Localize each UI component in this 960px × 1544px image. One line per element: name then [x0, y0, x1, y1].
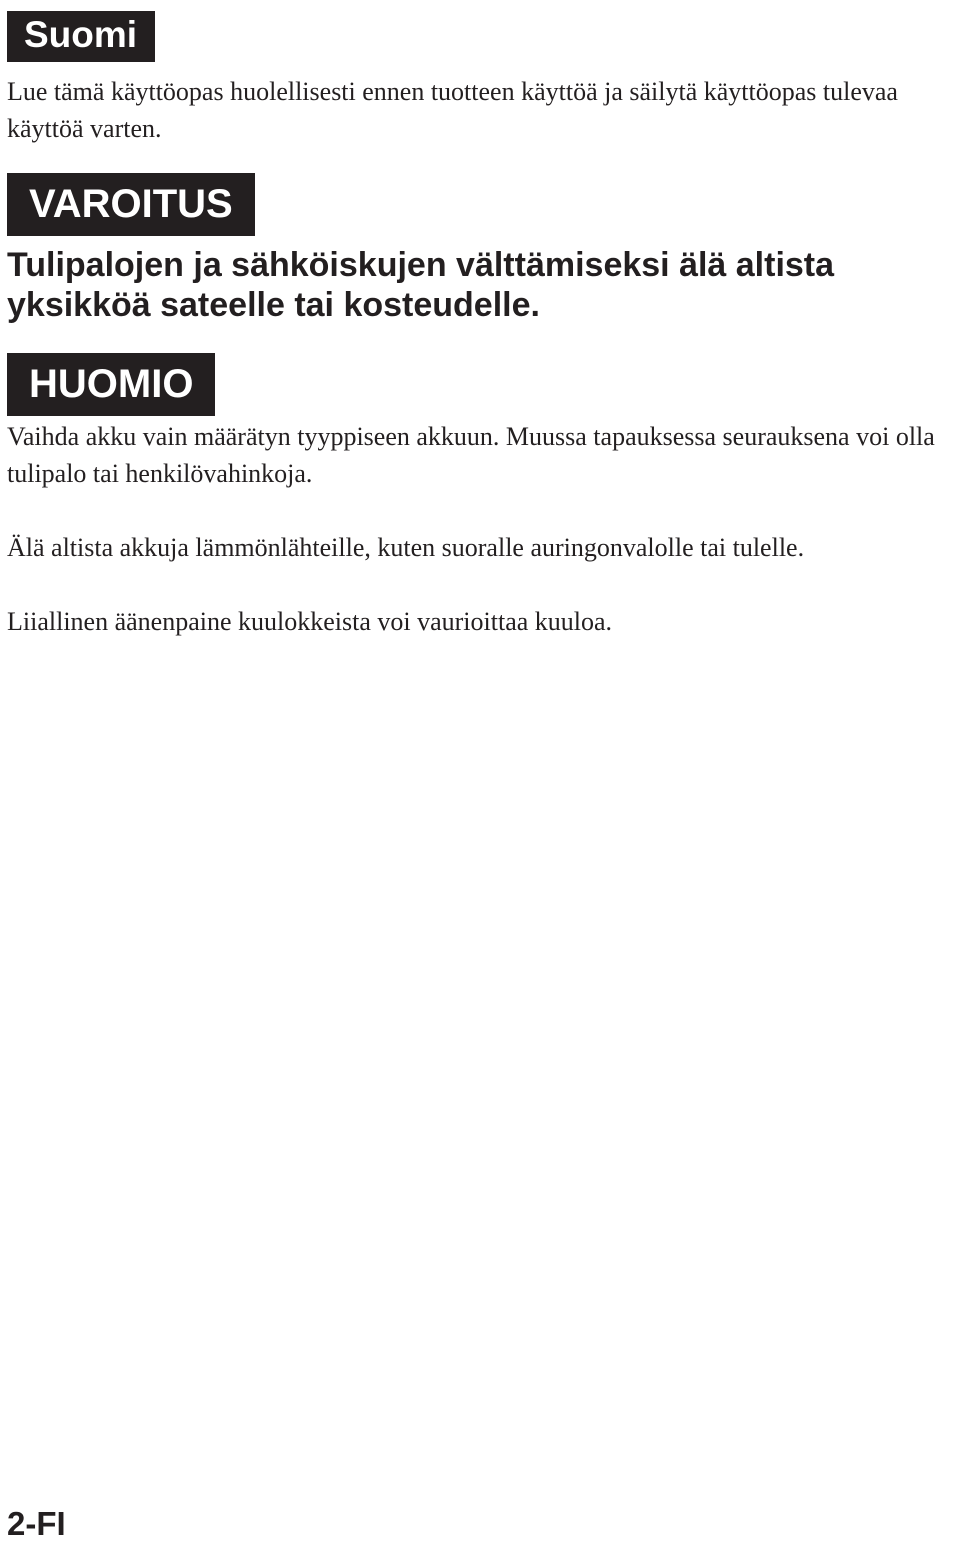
language-heading: Suomi: [7, 11, 155, 62]
battery-replacement-paragraph: Vaihda akku vain määrätyn tyyppiseen akkuun. Muussa tapauksessa seurauksena voi olla tulipalo tai henkilövahinkoja.: [7, 422, 935, 488]
warning-paragraph: Tulipalojen ja sähköiskujen välttämiseksi älä altista yksikköä sateelle tai kosteudelle.: [7, 246, 835, 324]
page-number: 2-FI: [7, 1505, 66, 1542]
warning-heading: VAROITUS: [7, 173, 255, 236]
caution-heading: HUOMIO: [7, 353, 215, 416]
intro-paragraph: Lue tämä käyttöopas huolellisesti ennen tuotteen käyttöä ja säilytä käyttöopas tulevaa käyttöä varten.: [7, 77, 898, 143]
battery-heat-paragraph: Älä altista akkuja lämmönlähteille, kuten suoralle auringonvalolle tai tulelle.: [7, 533, 805, 562]
hearing-damage-paragraph: Liiallinen äänenpaine kuulokkeista voi vaurioittaa kuuloa.: [7, 607, 613, 636]
